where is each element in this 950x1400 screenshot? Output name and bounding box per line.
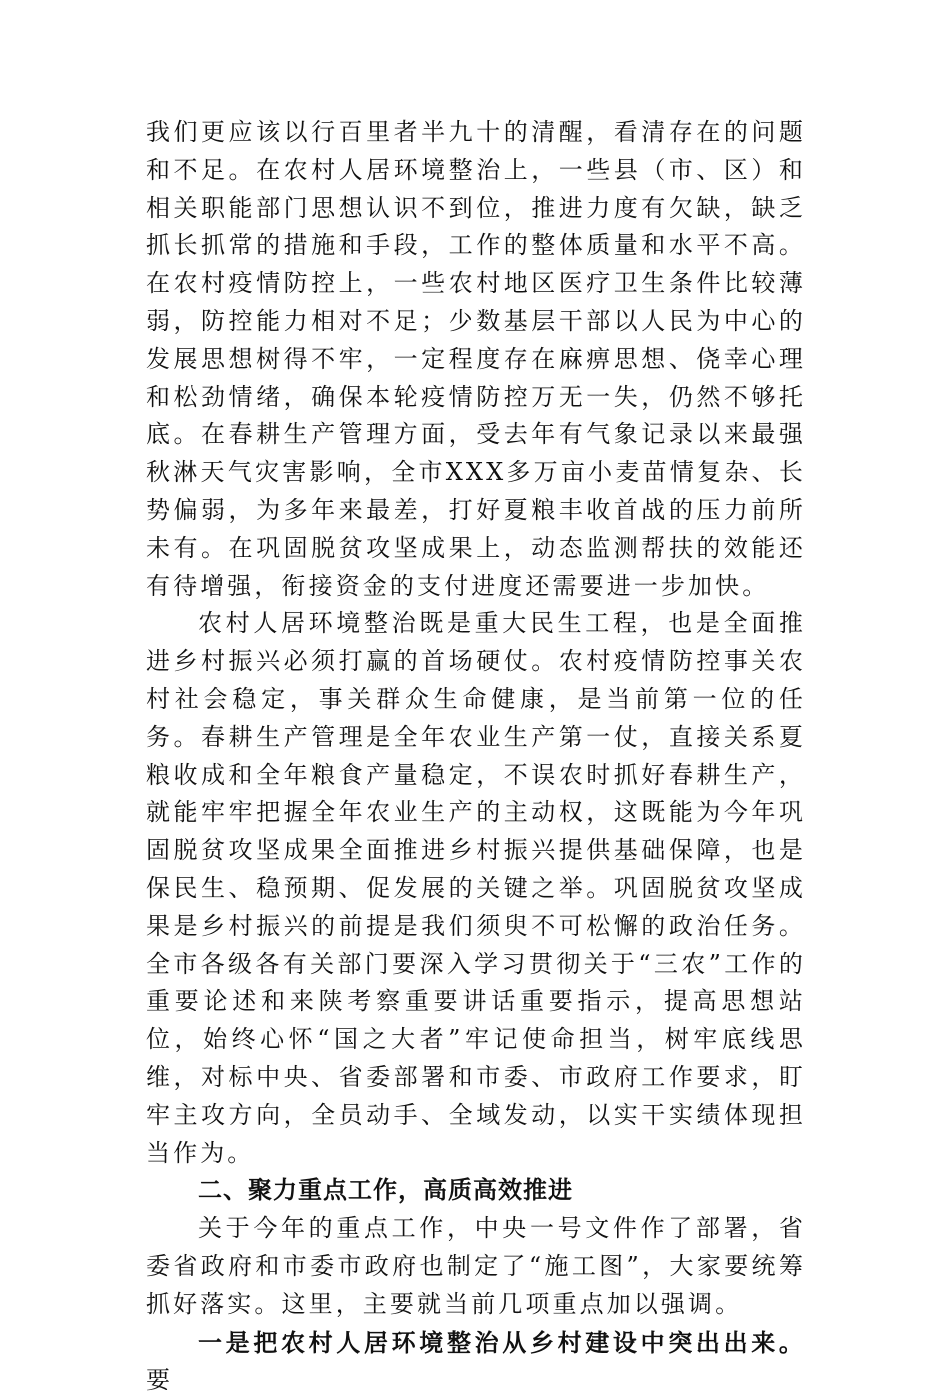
paragraph-1: 我们更应该以行百里者半九十的清醒，看清存在的问题和不足。在农村人居环境整治上，一些县（市、区）和相关职能部门思想认识不到位，推进力度有欠缺，缺乏抓长抓常的措施和手段，工作的整体质量和水平不高。在农村疫情防控上，一些农村地区医疗卫生条件比较薄弱，防控能力相对不足；少数基层干部以人民为中心的发展思想树得不牢，一定程度存在麻痹思想、侥幸心理和松劲情绪，确保本轮疫情防控万无一失，仍然不够托底。在春耕生产管理方面，受去年有气象记录以来最强秋淋天气灾害影响，全市XXX多万亩小麦苗情复杂、长势偏弱，为多年来最差，打好夏粮丰收首战的压力前所未有。在巩固脱贫攻坚成果上，动态监测帮扶的效能还有待增强，衔接资金的支付进度还需要进一步加快。 xyxy=(146,114,806,605)
paragraph-2: 农村人居环境整治既是重大民生工程，也是全面推进乡村振兴必须打赢的首场硬仗。农村疫情防控事关农村社会稳定，事关群众生命健康，是当前第一位的任务。春耕生产管理是全年农业生产第一仗，直接关系夏粮收成和全年粮食产量稳定，不误农时抓好春耕生产，就能牢牢把握全年农业生产的主动权，这既能为今年巩固脱贫攻坚成果全面推进乡村振兴提供基础保障，也是保民生、稳预期、促发展的关键之举。巩固脱贫攻坚成果是乡村振兴的前提是我们须臾不可松懈的政治任务。全市各级各有关部门要深入学习贯彻关于“三农”工作的重要论述和来陕考察重要讲话重要指示，提高思想站位，始终心怀“国之大者”牢记使命担当，树牢底线思维，对标中央、省委部署和市委、市政府工作要求，盯牢主攻方向，全员动手、全域发动，以实干实绩体现担当作为。 xyxy=(146,605,806,1172)
paragraph-3: 关于今年的重点工作，中央一号文件作了部署，省委省政府和市委市政府也制定了“施工图”，大家要统筹抓好落实。这里，主要就当前几项重点加以强调。 xyxy=(146,1210,806,1323)
paragraph-4-lead: 一是把农村人居环境整治从乡村建设中突出出来。 xyxy=(198,1328,806,1357)
document-body xyxy=(146,114,806,1400)
section-heading: 二、聚力重点工作，高质高效推进 xyxy=(146,1172,806,1210)
paragraph-4 xyxy=(146,1324,806,1400)
paragraph-4-rest: 要 xyxy=(146,1366,173,1394)
